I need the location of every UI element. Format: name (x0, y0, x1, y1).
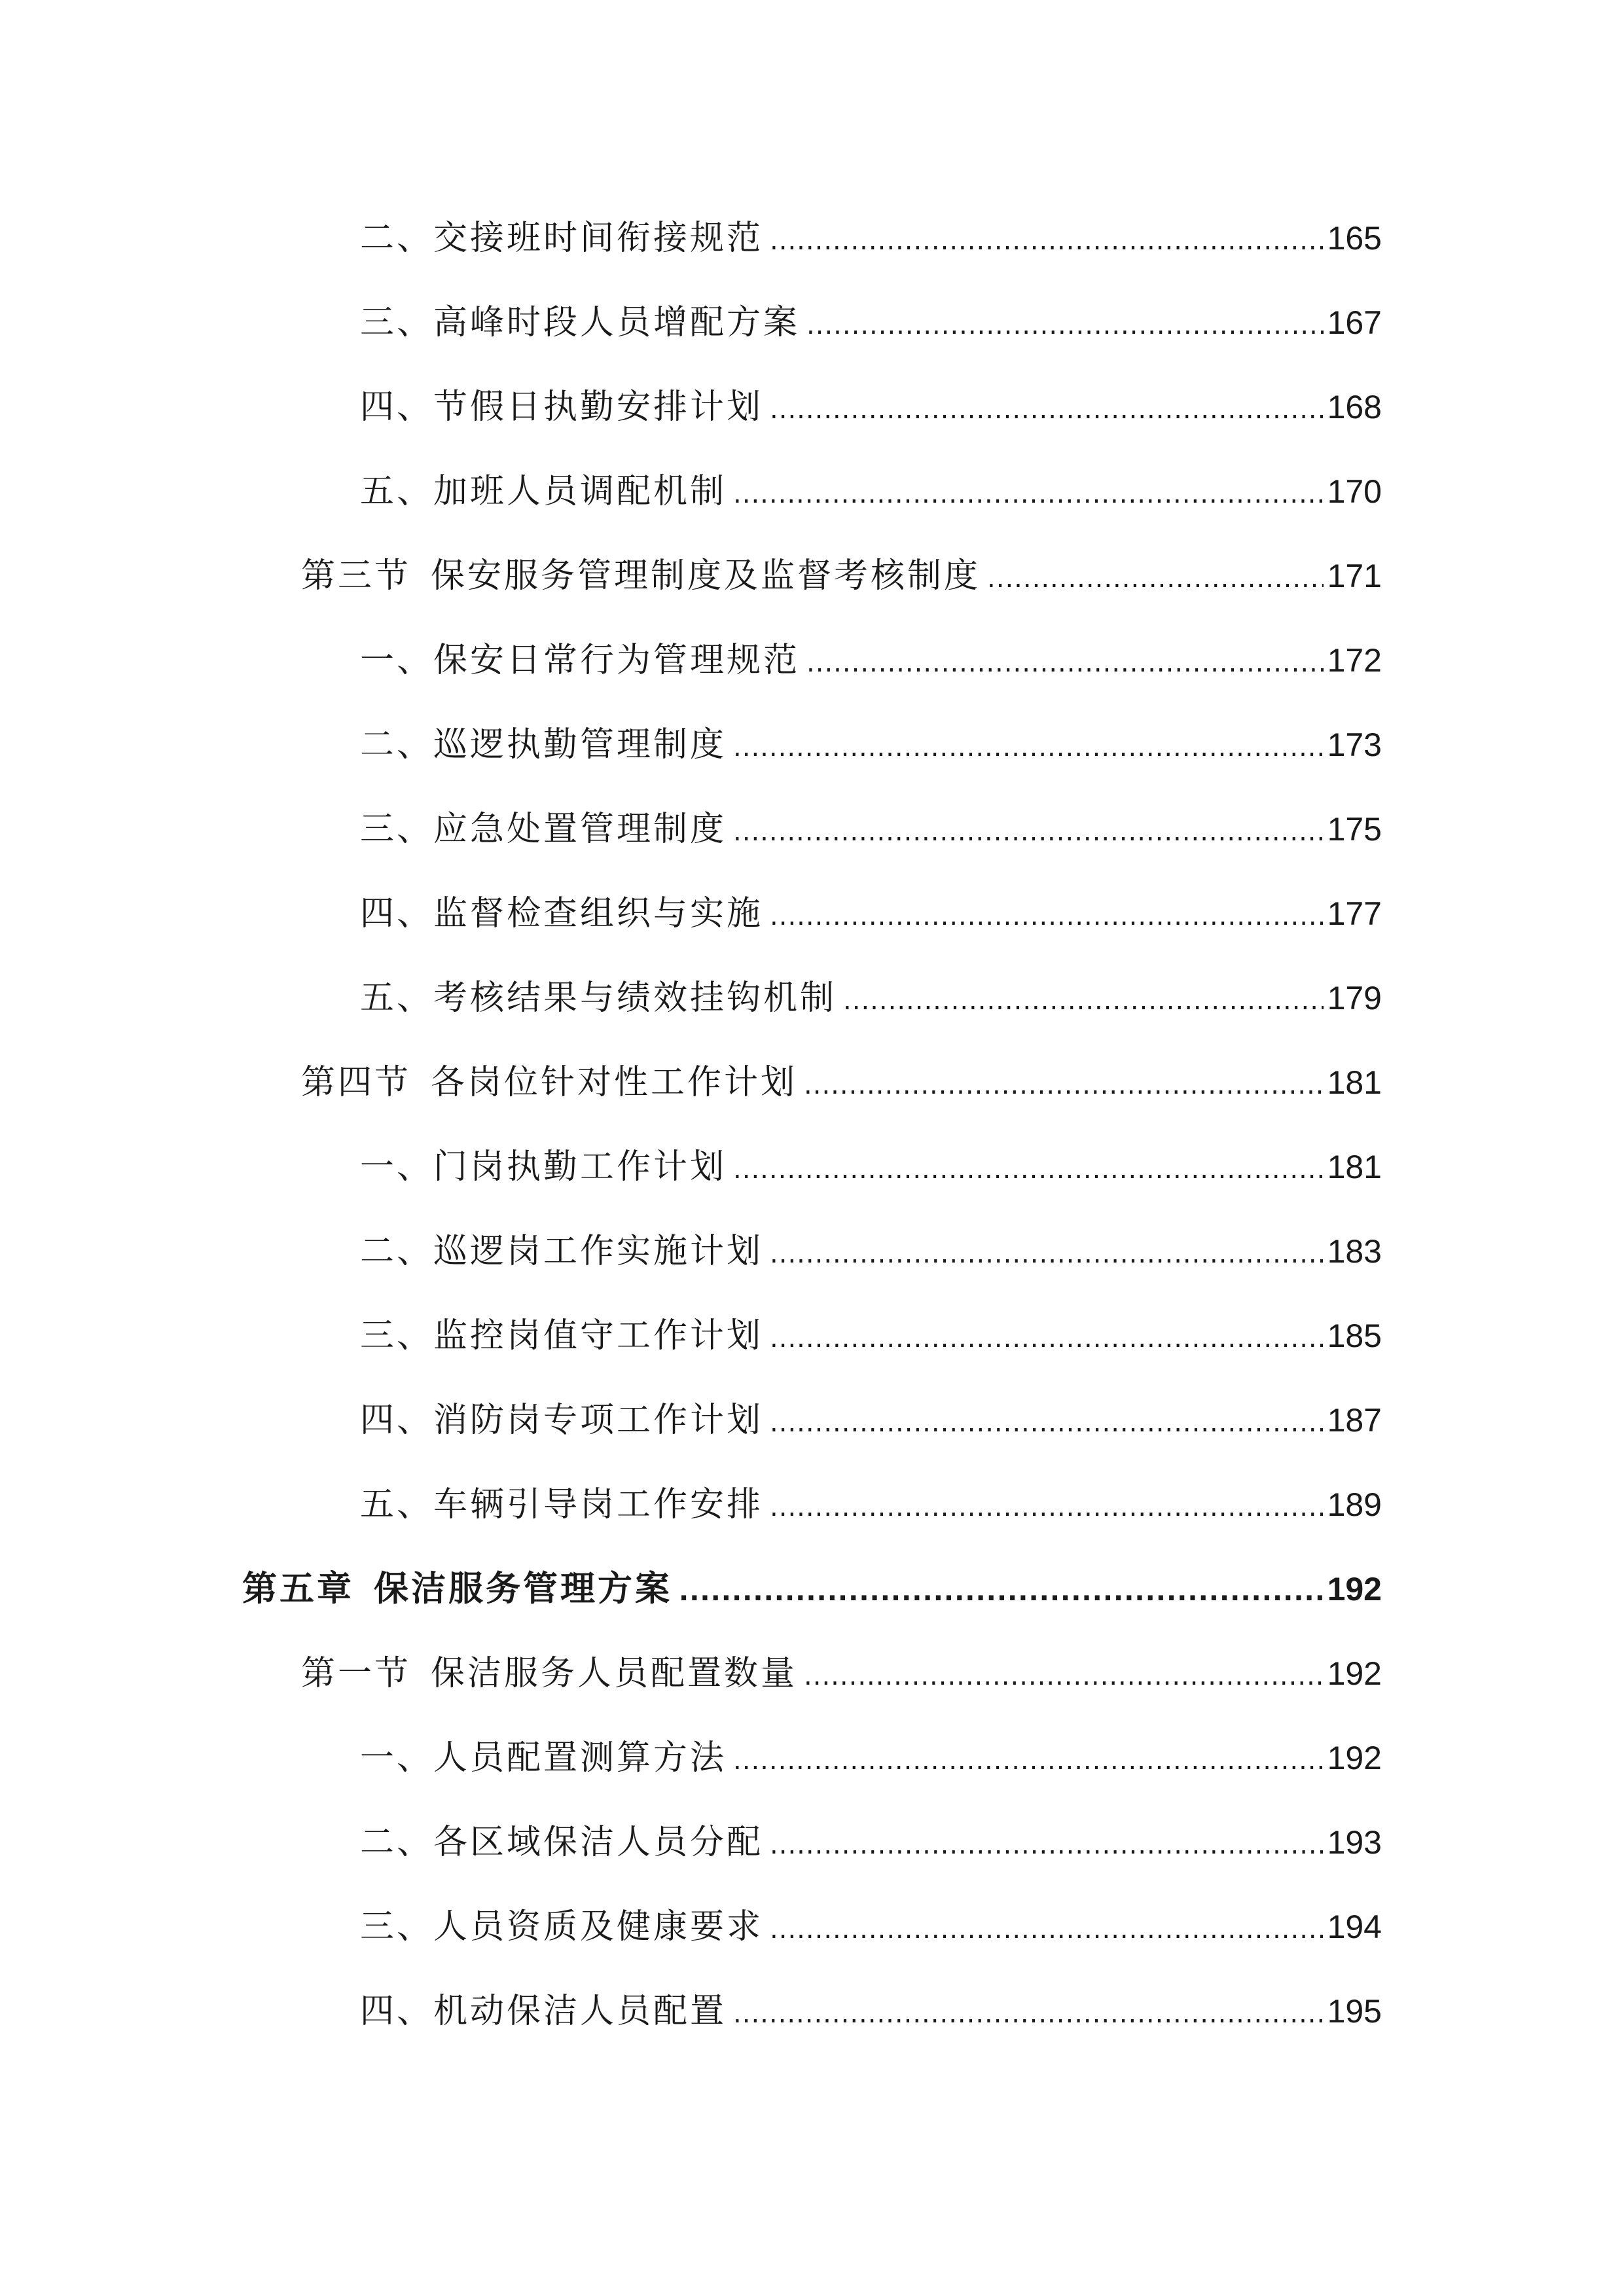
toc-entry[interactable] (360, 803, 1382, 855)
dot-leader (770, 384, 1324, 436)
entry-title: 机动保洁人员配置 (433, 1992, 727, 2031)
dot-leader (733, 1988, 1324, 2040)
page-number: 179 (1327, 980, 1382, 1016)
dot-leader (770, 215, 1324, 267)
entry-title: 保洁服务人员配置数量 (431, 1654, 798, 1693)
entry-label (360, 296, 800, 349)
page-number: 189 (1327, 1486, 1382, 1523)
dot-leader (679, 1566, 1324, 1618)
entry-label (360, 972, 837, 1024)
entry-number: 四、 (360, 894, 434, 933)
entry-number: 二、 (360, 219, 434, 258)
entry-label (360, 803, 727, 855)
entry-title: 各区域保洁人员分配 (433, 1823, 764, 1862)
page-number: 173 (1327, 726, 1382, 763)
page-number: 192 (1327, 1655, 1382, 1692)
entry-title: 人员资质及健康要求 (433, 1907, 764, 1946)
entry-title: 监控岗值守工作计划 (433, 1316, 764, 1355)
entry-number: 一、 (360, 1147, 434, 1187)
dot-leader (733, 1143, 1324, 1196)
page-number: 194 (1327, 1909, 1382, 1945)
toc-entry-chapter[interactable] (242, 1563, 1382, 1615)
toc-entry-section[interactable] (301, 1056, 1382, 1109)
entry-title: 各岗位针对性工作计划 (431, 1063, 798, 1102)
entry-title: 保安日常行为管理规范 (433, 641, 801, 680)
entry-number: 第五章 (242, 1569, 354, 1609)
entry-number: 四、 (360, 1992, 434, 2031)
toc-entry[interactable] (360, 1479, 1382, 1531)
entry-label (360, 1394, 763, 1446)
entry-number: 五、 (360, 1485, 434, 1524)
entry-title: 加班人员调配机制 (433, 472, 727, 511)
page-number: 170 (1327, 473, 1382, 510)
entry-label (360, 634, 800, 687)
dot-leader (733, 721, 1324, 774)
entry-number: 五、 (360, 978, 434, 1018)
entry-title: 应急处置管理制度 (433, 810, 727, 849)
entry-title: 考核结果与绩效挂钩机制 (433, 978, 837, 1018)
entry-number: 二、 (360, 725, 434, 764)
toc-entry[interactable] (360, 1394, 1382, 1446)
toc-entry[interactable] (360, 1816, 1382, 1869)
page-number: 181 (1327, 1064, 1382, 1101)
toc-entry-section[interactable] (301, 1647, 1382, 1700)
page-number: 168 (1327, 389, 1382, 425)
toc-entry-section[interactable] (301, 550, 1382, 602)
entry-label (360, 1310, 763, 1362)
dot-leader (806, 637, 1324, 689)
entry-label (360, 1732, 727, 1784)
dot-leader (770, 1819, 1324, 1871)
toc-entry[interactable] (360, 1732, 1382, 1784)
page-number: 177 (1327, 895, 1382, 932)
page-number: 165 (1327, 220, 1382, 257)
entry-number: 第三节 (301, 556, 412, 596)
dot-leader (733, 468, 1324, 520)
entry-title: 人员配置测算方法 (433, 1738, 727, 1778)
page-number: 171 (1327, 558, 1382, 594)
entry-label (360, 1985, 727, 2037)
dot-leader (770, 1228, 1324, 1280)
entry-label (360, 719, 727, 771)
entry-title: 保洁服务管理方案 (374, 1569, 672, 1609)
dot-leader (987, 552, 1324, 605)
dot-leader (843, 975, 1324, 1027)
entry-title: 高峰时段人员增配方案 (433, 303, 801, 342)
toc-entry[interactable] (360, 1901, 1382, 1953)
toc-entry[interactable] (360, 634, 1382, 687)
entry-number: 五、 (360, 472, 434, 511)
dot-leader (770, 890, 1324, 942)
page-number: 172 (1327, 642, 1382, 679)
entry-label (242, 1563, 672, 1615)
toc-entry[interactable] (360, 972, 1382, 1024)
toc-entry[interactable] (360, 719, 1382, 771)
page-number: 192 (1327, 1571, 1382, 1607)
entry-number: 三、 (360, 810, 434, 849)
dot-leader (770, 1397, 1324, 1449)
page-number: 195 (1327, 1993, 1382, 2030)
page-number: 175 (1327, 811, 1382, 848)
toc-entry[interactable] (360, 888, 1382, 940)
dot-leader (806, 299, 1324, 351)
entry-label (360, 888, 763, 940)
entry-title: 巡逻执勤管理制度 (433, 725, 727, 764)
entry-title: 交接班时间衔接规范 (433, 219, 764, 258)
toc-entry[interactable] (360, 1985, 1382, 2037)
entry-number: 三、 (360, 303, 434, 342)
entry-title: 保安服务管理制度及监督考核制度 (431, 556, 981, 596)
entry-number: 四、 (360, 1401, 434, 1440)
entry-title: 门岗执勤工作计划 (433, 1147, 727, 1187)
entry-label (301, 1647, 797, 1700)
page-number: 181 (1327, 1149, 1382, 1185)
entry-title: 巡逻岗工作实施计划 (433, 1232, 764, 1271)
entry-number: 四、 (360, 387, 434, 427)
entry-label (360, 1816, 763, 1869)
entry-number: 一、 (360, 641, 434, 680)
entry-title: 车辆引导岗工作安排 (433, 1485, 764, 1524)
toc-entry[interactable] (360, 212, 1382, 264)
entry-number: 三、 (360, 1316, 434, 1355)
dot-leader (804, 1650, 1324, 1702)
entry-label (360, 381, 763, 433)
toc-entry[interactable] (360, 381, 1382, 433)
entry-label (360, 1141, 727, 1193)
entry-label (301, 550, 981, 602)
entry-title: 消防岗专项工作计划 (433, 1401, 764, 1440)
dot-leader (770, 1903, 1324, 1956)
dot-leader (770, 1481, 1324, 1534)
entry-number: 二、 (360, 1823, 434, 1862)
entry-title: 节假日执勤安排计划 (433, 387, 764, 427)
entry-label (360, 212, 763, 264)
page-number: 193 (1327, 1824, 1382, 1861)
page-number: 192 (1327, 1740, 1382, 1776)
page-number: 185 (1327, 1318, 1382, 1354)
entry-title: 监督检查组织与实施 (433, 894, 764, 933)
entry-number: 二、 (360, 1232, 434, 1271)
dot-leader (733, 1734, 1324, 1787)
toc-entry[interactable] (360, 465, 1382, 518)
dot-leader (770, 1312, 1324, 1365)
toc-entry[interactable] (360, 296, 1382, 349)
dot-leader (733, 806, 1324, 858)
page-number: 187 (1327, 1402, 1382, 1439)
page-number: 167 (1327, 304, 1382, 341)
entry-label (360, 465, 727, 518)
entry-label (360, 1479, 763, 1531)
entry-number: 三、 (360, 1907, 434, 1946)
toc-entry[interactable] (360, 1225, 1382, 1278)
page-number: 183 (1327, 1233, 1382, 1270)
entry-label (360, 1901, 763, 1953)
dot-leader (804, 1059, 1324, 1111)
entry-number: 第四节 (301, 1063, 412, 1102)
entry-label (301, 1056, 797, 1109)
entry-number: 第一节 (301, 1654, 412, 1693)
entry-label (360, 1225, 763, 1278)
entry-number: 一、 (360, 1738, 434, 1778)
toc-entry[interactable] (360, 1310, 1382, 1362)
toc-entry[interactable] (360, 1141, 1382, 1193)
